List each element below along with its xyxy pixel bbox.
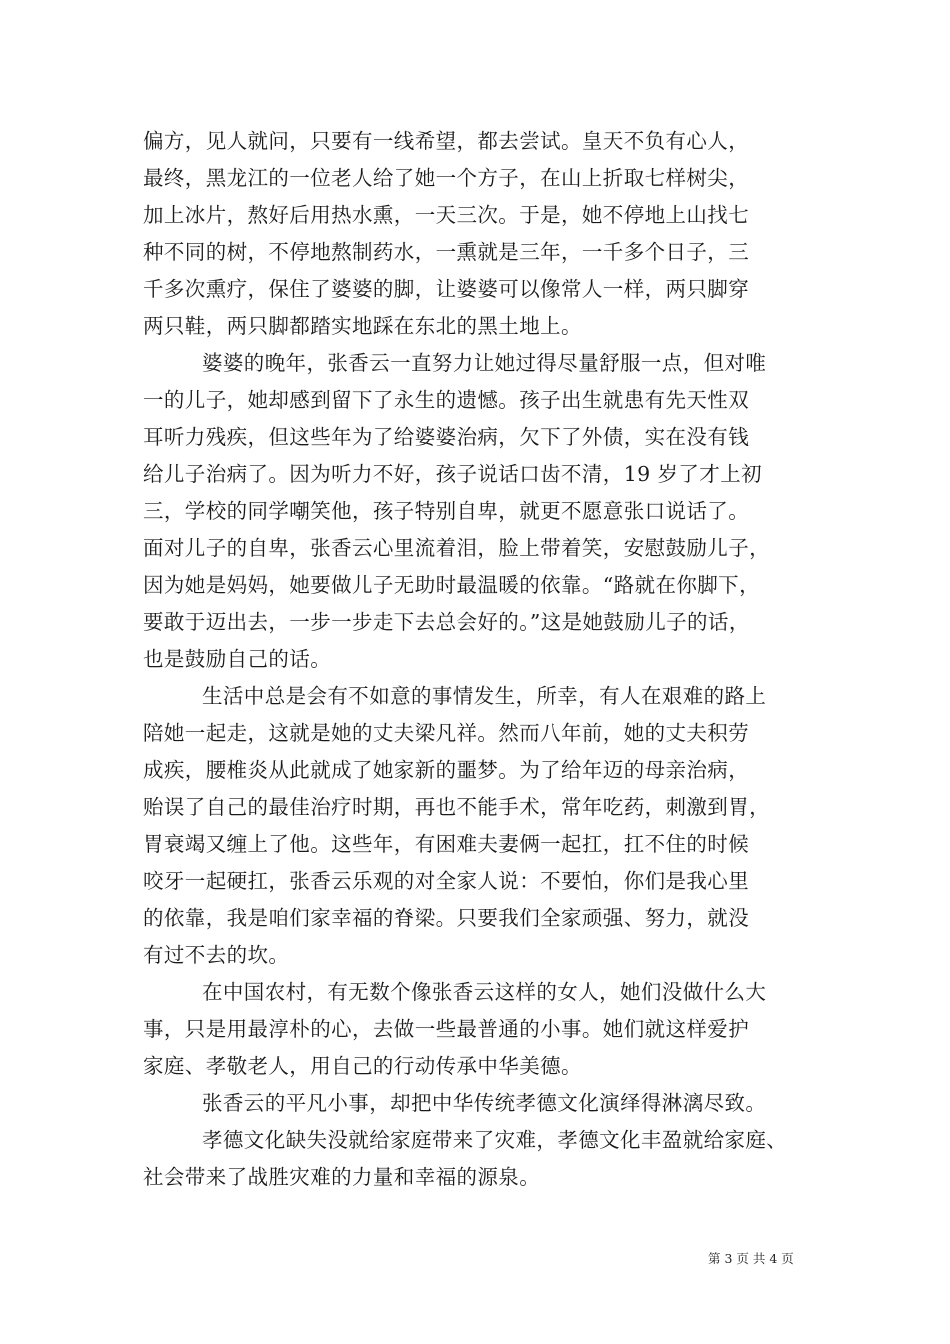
text-line: 陪她一起走，这就是她的丈夫梁凡祥。然而八年前，她的丈夫积劳 <box>143 721 750 745</box>
text-line: 成疾，腰椎炎从此就成了她家新的噩梦。为了给年迈的母亲治病， <box>143 758 750 782</box>
text-line: 面对儿子的自卑，张香云心里流着泪，脸上带着笑，安慰鼓励儿子， <box>143 536 770 560</box>
text-line: 三，学校的同学嘲笑他，孩子特别自卑，就更不愿意张口说话了。 <box>143 499 750 523</box>
text-line: 因为她是妈妈，她要做儿子无助时最温暖的依靠。“路就在你脚下， <box>143 573 760 597</box>
text-line: 偏方，见人就问，只要有一线希望，都去尝试。皇天不负有心人， <box>143 129 750 153</box>
text-line: 加上冰片，熬好后用热水熏，一天三次。于是，她不停地上山找七 <box>143 203 750 227</box>
text-line: 要敢于迈出去，一步一步走下去总会好的。”这是她鼓励儿子的话， <box>143 610 750 634</box>
text-line: 咬牙一起硬扛，张香云乐观的对全家人说：不要怕，你们是我心里 <box>143 869 750 893</box>
paragraph-first-line: 在中国农村，有无数个像张香云这样的女人，她们没做什么大 <box>202 980 767 1004</box>
paragraph-first-line: 孝德文化缺失没就给家庭带来了灾难，孝德文化丰盈就给家庭、 <box>202 1128 788 1152</box>
text-line: 耳听力残疾，但这些年为了给婆婆治病，欠下了外债，实在没有钱 <box>143 425 750 449</box>
text-line: 有过不去的坎。 <box>143 943 290 967</box>
paragraph-first-line: 张香云的平凡小事，却把中华传统孝德文化演绎得淋漓尽致。 <box>202 1091 767 1115</box>
text-line: 社会带来了战胜灾难的力量和幸福的源泉。 <box>143 1165 541 1189</box>
text-line: 给儿子治病了。因为听力不好，孩子说话口齿不清，19 岁了才上初 <box>143 462 762 486</box>
paragraph-first-line: 生活中总是会有不如意的事情发生，所幸，有人在艰难的路上 <box>202 684 767 708</box>
text-line: 最终，黑龙江的一位老人给了她一个方子，在山上折取七样树尖， <box>143 166 750 190</box>
text-line: 贻误了自己的最佳治疗时期，再也不能手术，常年吃药，刺激到胃， <box>143 795 770 819</box>
text-line: 也是鼓励自己的话。 <box>143 647 332 671</box>
text-line: 千多次熏疗，保住了婆婆的脚，让婆婆可以像常人一样，两只脚穿 <box>143 277 750 301</box>
text-line: 一的儿子，她却感到留下了永生的遗憾。孩子出生就患有先天性双 <box>143 388 750 412</box>
page-number-footer: 第 3 页 共 4 页 <box>708 1251 794 1266</box>
text-line: 两只鞋，两只脚都踏实地踩在东北的黑土地上。 <box>143 314 582 338</box>
text-line: 胃衰竭又缠上了他。这些年，有困难夫妻俩一起扛，扛不住的时候 <box>143 832 750 856</box>
text-line: 的依靠，我是咱们家幸福的脊梁。只要我们全家顽强、努力，就没 <box>143 906 750 930</box>
text-line: 事，只是用最淳朴的心，去做一些最普通的小事。她们就这样爱护 <box>143 1017 750 1041</box>
text-line: 家庭、孝敬老人，用自己的行动传承中华美德。 <box>143 1054 582 1078</box>
text-line: 种不同的树，不停地熬制药水，一熏就是三年，一千多个日子，三 <box>143 240 750 264</box>
paragraph-first-line: 婆婆的晚年，张香云一直努力让她过得尽量舒服一点，但对唯 <box>202 351 767 375</box>
